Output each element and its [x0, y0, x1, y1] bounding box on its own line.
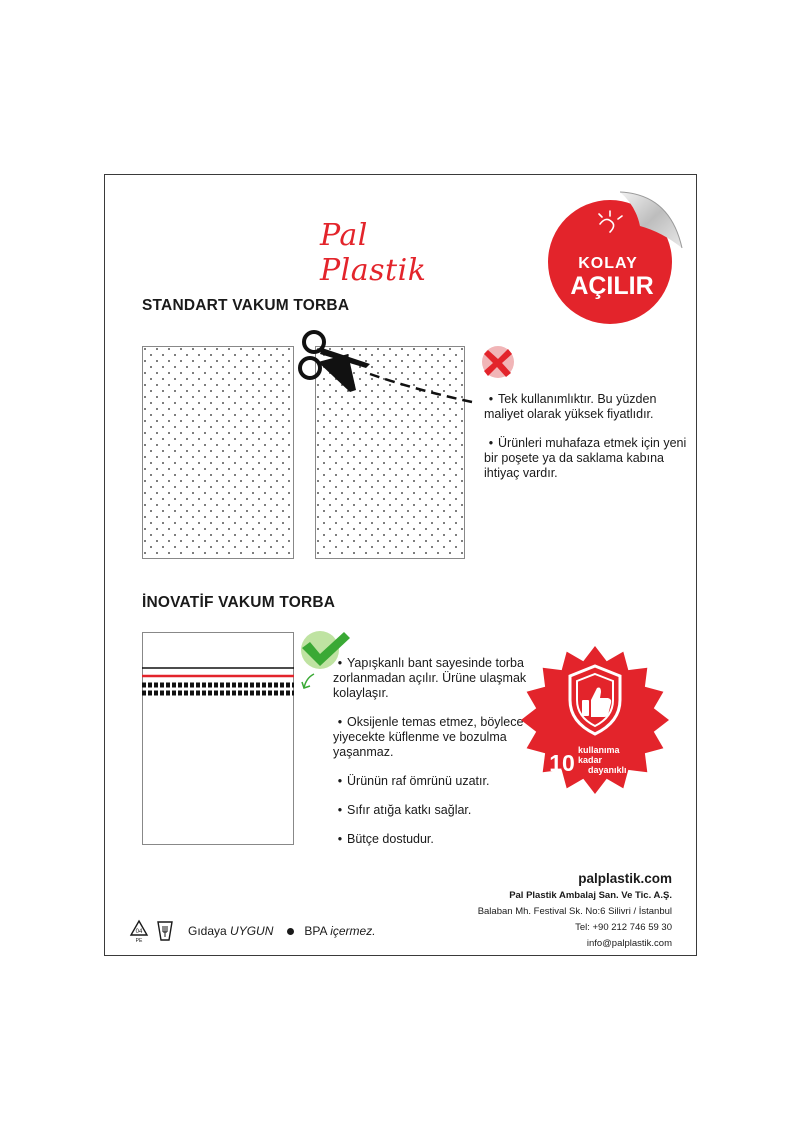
contact-block [478, 870, 672, 952]
cross-icon [480, 344, 516, 380]
address: Balaban Mh. Festival Sk. No:6 Silivri / İstanbul [477, 906, 672, 917]
scissors-icon [296, 324, 474, 404]
durability-number: 10 [549, 750, 575, 776]
badge-line1: KOLAY [578, 255, 638, 272]
standard-bag-illustration [142, 346, 294, 559]
email-link[interactable]: info@palplastik.com [586, 938, 672, 949]
company-name: Pal Plastik Ambalaj San. Ve Tic. A.Ş. [509, 890, 672, 901]
section-title-standart: STANDART VAKUM TORBA [142, 297, 350, 314]
durability-line1: kullanıma [578, 745, 620, 755]
section-title-inovatif: İNOVATİF VAKUM TORBA [142, 594, 336, 611]
phone: Tel: +90 212 746 59 30 [575, 922, 672, 933]
list-item: • Bütçe dostudur. [337, 832, 434, 846]
food-safe-icon [154, 918, 176, 944]
website-link[interactable]: palplastik.com [578, 871, 672, 886]
footer-certifications: 04 PE Gıdaya UYGUN BPA içermez. [128, 916, 376, 946]
durability-line2: kadar [578, 755, 603, 765]
list-item: • Tek kullanımlıktır. Bu yüzden maliyet olarak yüksek fiyatlıdır. [484, 392, 657, 421]
easy-open-badge [540, 186, 690, 326]
list-item: • Ürünün raf ömrünü uzatır. [337, 774, 490, 788]
svg-text:04: 04 [135, 929, 143, 935]
list-item: • Yapışkanlı bant sayesinde torba zorlanmadan açılır. Ürüne ulaşmak kolaylaşır. [333, 656, 527, 700]
list-item: • Ürünleri muhafaza etmek için yeni bir poşete ya da saklama kabına ihtiyaç vardır. [484, 436, 687, 480]
inovatif-bullet-list [333, 656, 533, 861]
svg-text:PE: PE [135, 938, 143, 944]
cut-line [370, 374, 472, 402]
list-item: • Sıfır atığa katkı sağlar. [337, 803, 472, 817]
innovative-bag-illustration [142, 632, 294, 845]
recycle-icon [128, 918, 150, 944]
separator-dot [287, 928, 294, 935]
standart-bullet-list [484, 392, 694, 495]
brand-logo: Pal Plastik [320, 218, 427, 288]
badge-line2: AÇILIR [570, 272, 654, 300]
durability-badge [520, 640, 670, 800]
list-item: • Oksijenle temas etmez, böylece yiyecekte küflenme ve bozulma yaşanmaz. [333, 715, 524, 759]
durability-line3: dayanıklı [588, 765, 627, 775]
